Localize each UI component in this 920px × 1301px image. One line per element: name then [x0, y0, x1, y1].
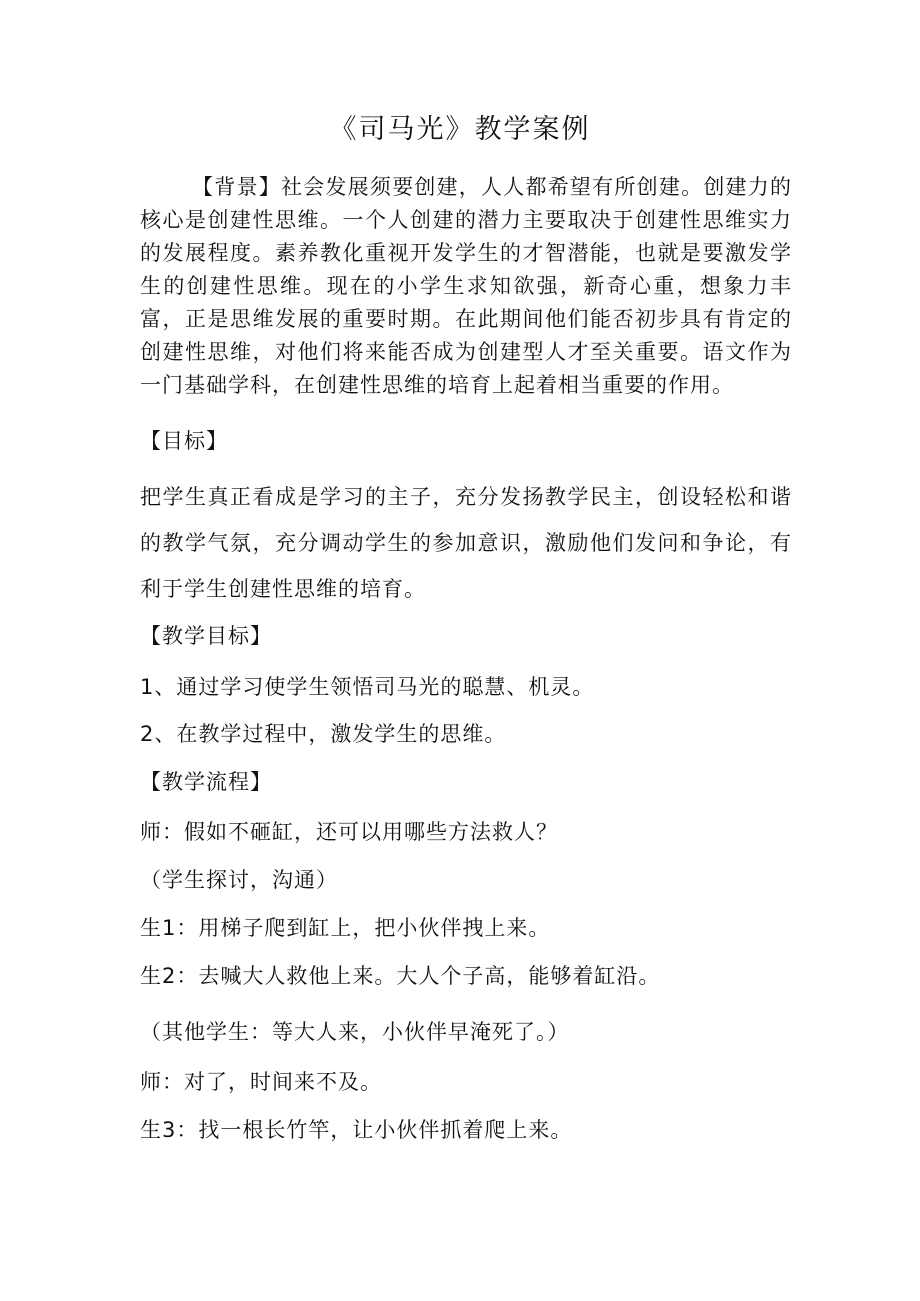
process-line: （学生探讨，沟通）: [140, 868, 338, 892]
process-line: 师：对了，时间来不及。: [140, 1070, 382, 1094]
teaching-goal-item: 2、在教学过程中，激发学生的思维。: [140, 722, 507, 746]
process-line: 生2：去喊大人救他上来。大人个子高，能够着缸沿。: [140, 964, 661, 988]
process-heading: 【教学流程】: [140, 770, 272, 794]
process-line: 生3：找一根长竹竿，让小伙伴抓着爬上来。: [140, 1118, 573, 1142]
goal-paragraph: 把学生真正看成是学习的主子，充分发扬教学民主，创设轻松和谐的教学气氛，充分调动学生的参加意识，激励他们发问和争论，有利于学生创建性思维的培育。: [140, 485, 792, 601]
background-paragraph: [140, 171, 792, 402]
teaching-goal-item: 1、通过学习使学生领悟司马光的聪慧、机灵。: [140, 675, 595, 699]
teaching-goal-heading: 【教学目标】: [140, 624, 272, 648]
background-text: 社会发展须要创建，人人都希望有所创建。创建力的核心是创建性思维。一个人创建的潜力主要取决于创建性思维实力的发展程度。素养教化重视开发学生的才智潜能，也就是要激发学生的创建性思维。现在的小学生求知欲强，新奇心重，想象力丰富，正是思维发展的重要时期。在此期间他们能否初步具有肯定的创建性思维，对他们将来能否成为创建型人才至关重要。语文作为一门基础学科，在创建性思维的培育上起着相当重要的作用。: [140, 175, 793, 397]
document-title: 《司马光》教学案例: [329, 114, 591, 145]
goal-heading: 【目标】: [140, 429, 228, 453]
background-heading: 【背景】: [192, 175, 281, 199]
process-line: （其他学生：等大人来，小伙伴早淹死了。）: [140, 1020, 570, 1044]
process-line: 生1：用梯子爬到缸上，把小伙伴拽上来。: [140, 916, 551, 940]
process-line: 师：假如不砸缸，还可以用哪些方法救人？: [140, 820, 558, 844]
